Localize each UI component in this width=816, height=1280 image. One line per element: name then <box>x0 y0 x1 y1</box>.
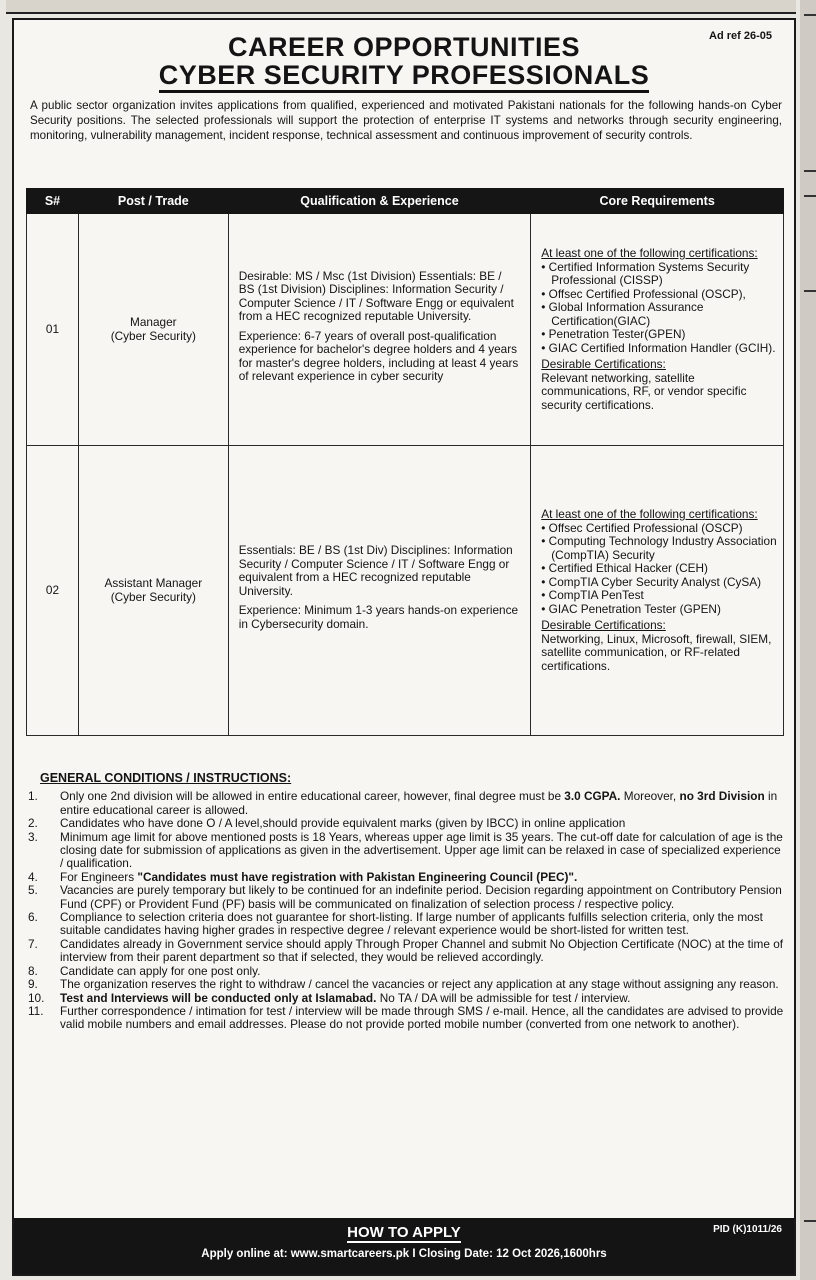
list-item <box>28 978 784 991</box>
cell-qualification <box>228 214 531 446</box>
list-item: • Penetration Tester(GPEN) <box>541 328 777 342</box>
experience-text: Experience: Minimum 1-3 years hands-on experience in Cybersecurity domain. <box>238 603 519 631</box>
list-item: • Global Information Assurance Certification(GIAC) <box>541 301 777 328</box>
certification-list <box>541 261 777 356</box>
condition-text: The organization reserves the right to withdraw / cancel the vacancies or reject any application at any stage without assigning any reason. <box>60 977 779 992</box>
cell-requirements <box>531 214 784 446</box>
col-header-post: Post / Trade <box>78 189 228 214</box>
general-conditions-title: GENERAL CONDITIONS / INSTRUCTIONS: <box>40 771 292 785</box>
list-item: • CompTIA Cyber Security Analyst (CySA) <box>541 576 777 590</box>
condition-text: Candidates already in Government service should apply Through Proper Channel and submit No Objection Certificate (NOC) at the time of interview from their parent department so that if selected, they would be relieved accordingly. <box>60 936 784 965</box>
list-item: • GIAC Penetration Tester (GPEN) <box>541 603 777 617</box>
edge-tick <box>804 290 816 292</box>
qualification-text: Desirable: MS / Msc (1st Division) Essentials: BE / BS (1st Division) Disciplines: Information Security / Computer Science / IT / Software Engg or equivalent from a HEC recognized reputable University. <box>238 268 514 323</box>
ad-header <box>14 20 794 92</box>
edge-tick <box>804 1220 816 1222</box>
condition-number: 2. <box>28 816 38 831</box>
cell-post <box>78 446 228 736</box>
condition-number: 9. <box>28 977 38 992</box>
col-header-sno: S# <box>27 189 79 214</box>
list-item <box>28 871 784 884</box>
title-cyber-security-text: CYBER SECURITY PROFESSIONALS <box>159 60 650 93</box>
condition-number: 10. <box>28 990 45 1005</box>
condition-text: Moreover, <box>620 789 680 804</box>
table-row <box>27 446 784 736</box>
how-to-apply-text: HOW TO APPLY <box>347 1224 461 1241</box>
list-item: • Certified Ethical Hacker (CEH) <box>541 562 777 576</box>
list-item: • Certified Information Systems Security Professional (CISSP) <box>541 261 777 288</box>
list-item <box>28 938 784 965</box>
col-header-qualification: Qualification & Experience <box>228 189 531 214</box>
list-item: • Offsec Certified Professional (OSCP) <box>541 522 777 536</box>
condition-text: Further correspondence / intimation for test / interview will be made through SMS / e-mail. Hence, all the candidates are advised to provide valid mobile numbers and email addresses. Please do not provide ported mobile number (converted from one network to another). <box>60 1003 784 1032</box>
condition-number: 1. <box>28 789 38 804</box>
cell-sno: 02 <box>27 446 79 736</box>
list-item: • Offsec Certified Professional (OSCP), <box>541 288 777 302</box>
post-title: Manager <box>130 315 177 329</box>
certification-list <box>541 522 777 617</box>
edge-tick <box>804 170 816 172</box>
intro-paragraph: A public sector organization invites applications from qualified, experienced and motivated Pakistani nationals for the following hands-on Cyber Security positions. The selected professionals will support the protection of enterprise IT systems and networks through security engineering, monitoring, vulnerability management, incident response, technical assessment and continuous improvement of security controls. <box>30 99 782 142</box>
ad-reference: Ad ref 26-05 <box>709 30 772 42</box>
condition-bold-text: "Candidates must have registration with Pakistan Engineering Council (PEC)". <box>137 869 578 884</box>
general-conditions <box>28 772 784 1032</box>
list-item: • Computing Technology Industry Association (CompTIA) Security <box>541 535 777 562</box>
condition-text: Only one 2nd division will be allowed in entire educational career, however, final degree must be <box>60 789 565 804</box>
edge-tick <box>804 195 816 197</box>
conditions-list <box>28 790 784 1031</box>
footer-bar <box>14 1218 794 1274</box>
condition-text: No TA / DA will be admissible for test / interview. <box>376 990 631 1005</box>
desirable-heading: Desirable Certifications: <box>541 357 666 371</box>
desirable-heading: Desirable Certifications: <box>541 618 666 632</box>
post-subtitle: (Cyber Security) <box>110 328 196 343</box>
title-cyber-security <box>14 60 794 91</box>
experience-text: Experience: 6-7 years of overall post-qualification experience for bachelor's degree holders and 4 years for master's degree holders, including at least 4 years of relevant experience in cyber security <box>238 328 519 383</box>
condition-text: in entire educational career is allowed. <box>60 789 778 817</box>
condition-text: For Engineers <box>60 869 138 884</box>
condition-bold-text: no 3rd Division <box>679 789 765 804</box>
condition-text: Candidate can apply for one post only. <box>60 963 261 978</box>
desirable-text: Networking, Linux, Microsoft, firewall, SIEM, satellite communication, or RF-related certifications. <box>541 631 772 673</box>
top-edge-strip <box>6 0 796 14</box>
post-title: Assistant Manager <box>104 576 203 590</box>
condition-bold-text: Test and Interviews will be conducted only at Islamabad. <box>60 990 377 1005</box>
list-item <box>28 790 784 817</box>
requirements-heading: At least one of the following certifications: <box>541 246 758 260</box>
condition-number: 7. <box>28 936 38 951</box>
list-item <box>28 965 784 978</box>
edge-tick <box>804 14 816 16</box>
condition-number: 4. <box>28 869 38 884</box>
right-edge-strip <box>800 0 816 1280</box>
condition-number: 8. <box>28 963 38 978</box>
list-item <box>28 817 784 830</box>
list-item <box>28 911 784 938</box>
condition-text: Candidates who have done O / A level,should provide equivalent marks (given by IBCC) in online application <box>60 816 626 831</box>
list-item: • GIAC Certified Information Handler (GCIH). <box>541 342 777 356</box>
apply-online-line: Apply online at: www.smartcareers.pk I Closing Date: 12 Oct 2026,1600hrs <box>201 1248 607 1260</box>
condition-text: Compliance to selection criteria does not guarantee for short-listing. If large number of applicants fulfills selection criteria, only the most suitable candidates having higher grades in respective degree / relevant experience would be short-listed for written test. <box>60 910 763 938</box>
post-subtitle: (Cyber Security) <box>110 589 196 604</box>
condition-number: 6. <box>28 910 38 925</box>
how-to-apply-heading <box>14 1224 794 1241</box>
cell-post <box>78 214 228 446</box>
list-item <box>28 884 784 911</box>
col-header-requirements: Core Requirements <box>531 189 784 214</box>
list-item: • CompTIA PenTest <box>541 589 777 603</box>
list-item <box>28 831 784 871</box>
cell-qualification <box>228 446 531 736</box>
desirable-text: Relevant networking, satellite communications, RF, or vendor specific security certifications. <box>541 370 747 412</box>
requirements-heading: At least one of the following certifications: <box>541 507 758 521</box>
condition-text: Vacancies are purely temporary but likely to be continued for an indefinite period. Decision regarding appointment on Contributory Pension Fund (CPF) or Provident Fund (PF) basis will be communicated on finalization of selection process / respective policy. <box>60 883 782 911</box>
job-advertisement <box>12 18 796 1276</box>
condition-number: 3. <box>28 829 38 844</box>
condition-bold-text: 3.0 CGPA. <box>564 789 621 804</box>
qualification-text: Essentials: BE / BS (1st Div) Disciplines: Information Security / Computer Science / IT / Software Engg or equivalent from a HEC recognized reputable University. <box>238 543 513 598</box>
cell-requirements <box>531 446 784 736</box>
condition-number: 11. <box>28 1003 44 1018</box>
positions-table <box>26 188 784 736</box>
list-item <box>28 992 784 1005</box>
condition-text: Minimum age limit for above mentioned posts is 18 Years, whereas upper age limit is 35 years. The cut-off date for calculation of age is the closing date for submission of applications as given in the advertisement. Upper age limit can be relaxed in case of specialized experience / qualification. <box>60 829 783 871</box>
cell-sno: 01 <box>27 214 79 446</box>
list-item <box>28 1005 784 1032</box>
title-career-opportunities: CAREER OPPORTUNITIES <box>227 32 581 62</box>
pid-number: PID (K)1011/26 <box>713 1224 782 1235</box>
condition-number: 5. <box>28 883 38 898</box>
table-row <box>27 214 784 446</box>
table-header-row <box>27 189 784 214</box>
